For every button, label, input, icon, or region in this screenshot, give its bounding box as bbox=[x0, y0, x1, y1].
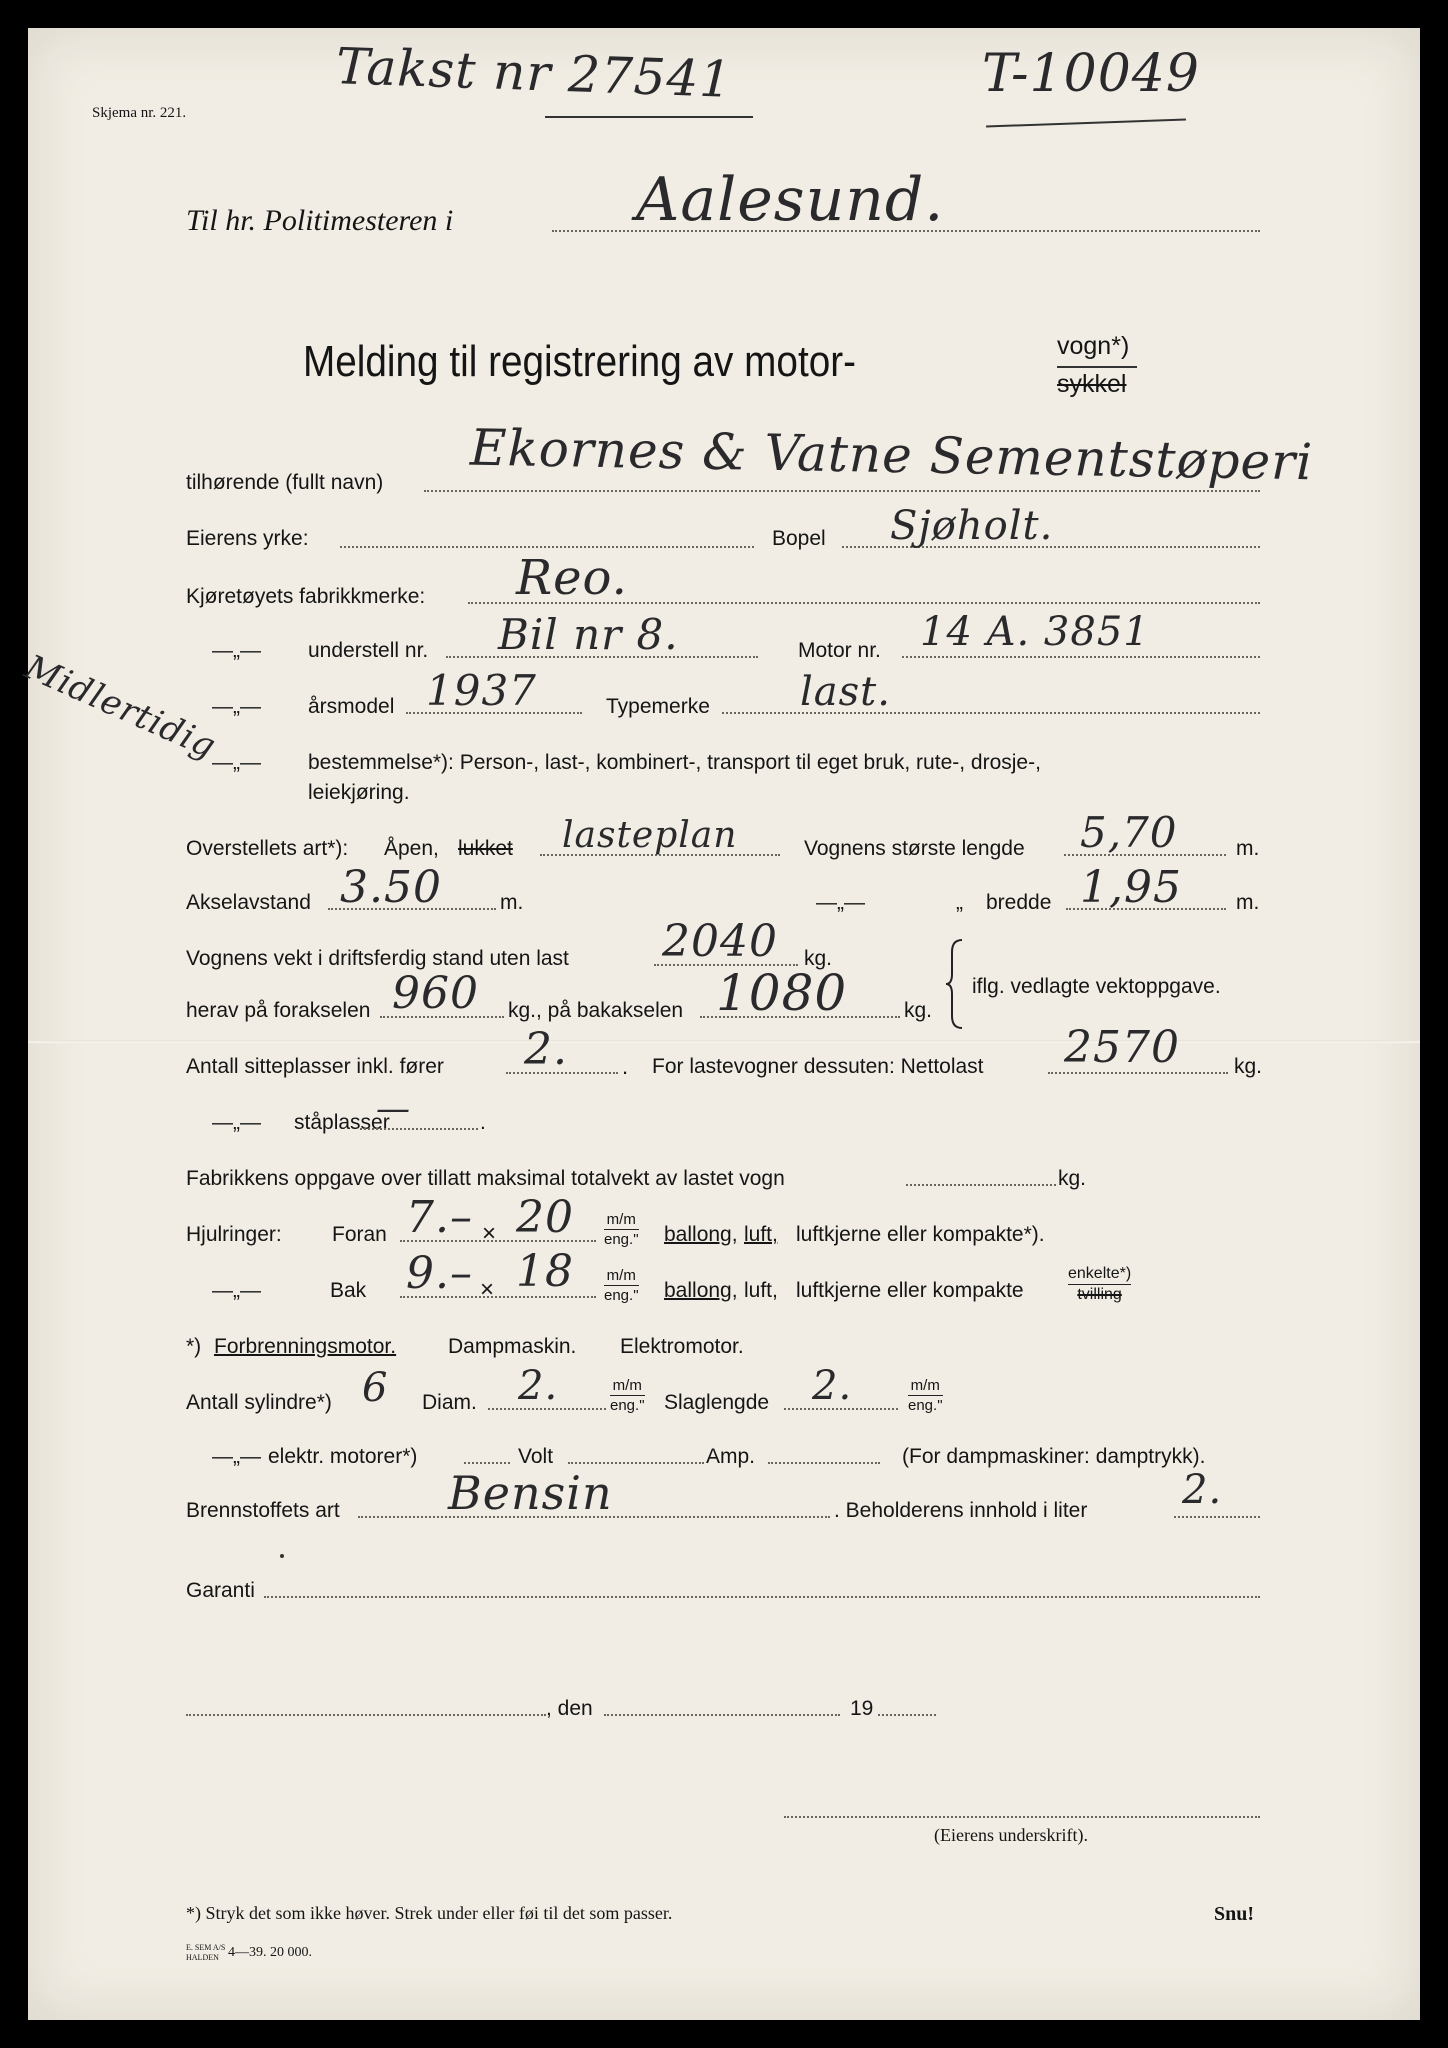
turn-over-note: Snu! bbox=[1214, 1903, 1255, 1925]
handwritten-motor-number: 14 A. 3851 bbox=[920, 609, 1150, 655]
payload-unit: kg. bbox=[1234, 1055, 1263, 1078]
tank-capacity-line bbox=[1174, 1516, 1260, 1518]
width-unit: m. bbox=[1236, 891, 1260, 914]
handwritten-chassis: Bil nr 8. bbox=[498, 610, 679, 659]
motor-number-line bbox=[902, 656, 1260, 658]
purpose-options-cont: leiekjøring. bbox=[308, 781, 410, 804]
printer-city: HALDEN bbox=[186, 1953, 219, 1962]
tyres-front-times: × bbox=[482, 1220, 497, 1247]
type-label: Typemerke bbox=[606, 695, 710, 718]
standing-label: ståplasser bbox=[294, 1111, 390, 1134]
fuel-label: Brennstoffets art bbox=[186, 1499, 340, 1522]
width-label: bredde bbox=[986, 891, 1052, 914]
tyres-rear-label: Bak bbox=[330, 1279, 367, 1302]
length-unit: m. bbox=[1236, 837, 1260, 860]
stroke-unit: m/m eng." bbox=[908, 1377, 943, 1414]
ditto-quote: „ bbox=[956, 891, 963, 914]
title-vogn: vogn*) bbox=[1057, 332, 1130, 360]
handwritten-standing: — bbox=[376, 1089, 411, 1129]
handwritten-model-year: 1937 bbox=[426, 666, 537, 715]
fold-line bbox=[28, 1040, 1420, 1043]
handwritten-tyres-front-width: 7.– bbox=[406, 1192, 473, 1243]
handwritten-tank-capacity: 2. bbox=[1182, 1467, 1223, 1513]
max-weight-line bbox=[906, 1184, 1056, 1186]
handwritten-margin-note: Midlertidig bbox=[18, 647, 223, 768]
seats-label: Antall sitteplasser inkl. fører bbox=[186, 1055, 444, 1078]
weight-brace bbox=[946, 938, 968, 1030]
tyres-rear-options: luftkjerne eller kompakte bbox=[796, 1279, 1024, 1302]
tyres-front-options: luftkjerne eller kompakte*). bbox=[796, 1223, 1045, 1246]
handwritten-wheelbase: 3.50 bbox=[340, 862, 442, 913]
handwritten-seats: 2. bbox=[524, 1024, 568, 1075]
motor-number-label: Motor nr. bbox=[798, 639, 881, 662]
tank-capacity-label: . Beholderens innhold i liter bbox=[834, 1499, 1088, 1522]
date-label: , den bbox=[546, 1697, 593, 1720]
weight-reference-note: iflg. vedlagte vektoppgave. bbox=[972, 975, 1221, 998]
steam-pressure-note: (For dampmaskiner: damptrykk). bbox=[902, 1445, 1206, 1468]
chassis-label: understell nr. bbox=[308, 639, 429, 662]
addressee: Til hr. Politimesteren i bbox=[186, 204, 454, 237]
amp-line bbox=[768, 1462, 880, 1464]
handwritten-bore: 2. bbox=[518, 1363, 559, 1409]
ditto-mark-3: —„— bbox=[212, 751, 261, 774]
print-run: 4—39. 20 000. bbox=[228, 1945, 312, 1960]
body-closed: lukket bbox=[458, 837, 513, 860]
handwritten-front-axle: 960 bbox=[392, 968, 479, 1019]
handwritten-owner-name: Ekornes & Vatne Sementstøperi bbox=[469, 418, 1314, 492]
rear-axle-label: kg., på bakakselen bbox=[508, 999, 684, 1022]
wheelbase-unit: m. bbox=[500, 891, 524, 914]
guarantee-line bbox=[264, 1596, 1260, 1598]
engine-electric: Elektromotor. bbox=[620, 1335, 744, 1358]
front-axle-label: herav på forakselen bbox=[186, 999, 371, 1022]
handwritten-takst: Takst nr 27541 bbox=[335, 37, 734, 109]
tyres-rear-balloon: ballong, bbox=[664, 1279, 738, 1302]
handwritten-reference: T-10049 bbox=[982, 44, 1200, 104]
stroke-label: Slaglengde bbox=[664, 1391, 770, 1414]
tyres-front-label: Foran bbox=[332, 1223, 387, 1246]
form-number: Skjema nr. 221. bbox=[92, 105, 187, 121]
tyres-front-unit: m/m eng." bbox=[604, 1211, 639, 1248]
handwritten-tyres-rear-width: 9.– bbox=[406, 1248, 473, 1299]
weight-label: Vognens vekt i driftsferdig stand uten last bbox=[186, 947, 569, 970]
engine-note-mark: *) bbox=[186, 1335, 202, 1358]
footnote: *) Stryk det som ikke høver. Strek under eller føi til det som passer. bbox=[186, 1903, 673, 1923]
handwritten-tyres-front-diameter: 20 bbox=[516, 1192, 574, 1243]
title-fraction-line bbox=[1057, 366, 1137, 368]
tyres-label: Hjulringer: bbox=[186, 1223, 282, 1246]
tyres-rear-mounting: enkelte*) tvilling bbox=[1068, 1265, 1132, 1303]
tyres-front-balloon: ballong, bbox=[664, 1223, 738, 1246]
handwritten-tyres-rear-diameter: 18 bbox=[516, 1246, 574, 1297]
tyres-rear-unit: m/m eng." bbox=[604, 1267, 639, 1304]
ditto-mark-4: —„— bbox=[816, 891, 865, 914]
weight-unit: kg. bbox=[804, 947, 833, 970]
wheelbase-label: Akselavstand bbox=[186, 891, 311, 914]
handwritten-fuel: Bensin bbox=[448, 1466, 613, 1520]
tyres-rear-air: luft, bbox=[744, 1279, 778, 1302]
place-line bbox=[186, 1714, 546, 1716]
ditto-mark-7: —„— bbox=[212, 1445, 261, 1468]
handwritten-width: 1,95 bbox=[1080, 862, 1182, 913]
form-title: Melding til registrering av motor- bbox=[303, 337, 857, 386]
length-label: Vognens største lengde bbox=[804, 837, 1025, 860]
guarantee-label: Garanti bbox=[186, 1579, 255, 1602]
handwritten-body-type: lasteplan bbox=[562, 815, 738, 856]
handwritten-weight: 2040 bbox=[662, 916, 778, 967]
form-sheet bbox=[28, 28, 1420, 2020]
volt-label: Volt bbox=[518, 1445, 554, 1468]
handwritten-length: 5,70 bbox=[1080, 808, 1178, 857]
body-type-label: Overstellets art*): bbox=[186, 837, 349, 860]
occupation-label: Eierens yrke: bbox=[186, 527, 309, 550]
signature-line bbox=[784, 1816, 1260, 1818]
handwritten-make: Reo. bbox=[516, 550, 628, 606]
title-sykkel: sykkel bbox=[1057, 370, 1127, 398]
occupation-line bbox=[340, 546, 754, 548]
ditto-mark-2: —„— bbox=[212, 695, 261, 718]
model-year-label: årsmodel bbox=[308, 695, 395, 718]
amp-label: Amp. bbox=[706, 1445, 756, 1468]
printer-name: E. SEM A/S bbox=[186, 1943, 226, 1952]
residence-label: Bopel bbox=[772, 527, 826, 550]
tyres-front-air: luft, bbox=[744, 1223, 778, 1246]
handwritten-city: Aalesund. bbox=[636, 165, 945, 235]
engine-steam: Dampmaskin. bbox=[448, 1335, 577, 1358]
payload-label: For lastevogner dessuten: Nettolast bbox=[652, 1055, 984, 1078]
max-weight-label: Fabrikkens oppgave over tillatt maksimal totalvekt av lastet vogn bbox=[186, 1167, 785, 1190]
ditto-mark-5: —„— bbox=[212, 1111, 261, 1134]
handwritten-cylinders: 6 bbox=[362, 1365, 389, 1411]
body-open: Åpen, bbox=[384, 837, 439, 860]
signature-label: (Eierens underskrift). bbox=[934, 1825, 1088, 1845]
engine-combustion: Forbrenningsmotor. bbox=[214, 1335, 397, 1358]
handwritten-type: last. bbox=[800, 669, 891, 715]
purpose-options: bestemmelse*): Person-, last-, kombinert-, transport til eget bruk, rute-, drosje-, bbox=[308, 751, 1041, 774]
electric-motors-label: elektr. motorer*) bbox=[268, 1445, 418, 1468]
handwritten-residence: Sjøholt. bbox=[890, 503, 1054, 549]
owner-name-line bbox=[424, 490, 1260, 492]
year-prefix: 19 bbox=[850, 1697, 874, 1720]
volt-line bbox=[568, 1462, 704, 1464]
tyres-rear-times: × bbox=[480, 1276, 495, 1303]
max-weight-unit: kg. bbox=[1058, 1167, 1087, 1190]
bore-unit: m/m eng." bbox=[610, 1377, 645, 1414]
make-label: Kjøretøyets fabrikkmerke: bbox=[186, 585, 426, 608]
year-line bbox=[878, 1714, 936, 1716]
ink-dot bbox=[280, 1554, 284, 1558]
owner-name-label: tilhørende (fullt navn) bbox=[186, 471, 384, 494]
ditto-mark-1: —„— bbox=[212, 639, 261, 662]
electric-motors-line bbox=[464, 1462, 510, 1464]
takst-underline bbox=[545, 116, 753, 118]
rear-axle-unit: kg. bbox=[904, 999, 933, 1022]
handwritten-stroke: 2. bbox=[812, 1363, 853, 1409]
ditto-mark-6: —„— bbox=[212, 1279, 261, 1302]
handwritten-payload: 2570 bbox=[1064, 1022, 1180, 1073]
bore-label: Diam. bbox=[422, 1391, 477, 1414]
handwritten-rear-axle: 1080 bbox=[716, 964, 848, 1022]
date-line bbox=[604, 1714, 840, 1716]
cylinders-label: Antall sylindre*) bbox=[186, 1391, 332, 1414]
